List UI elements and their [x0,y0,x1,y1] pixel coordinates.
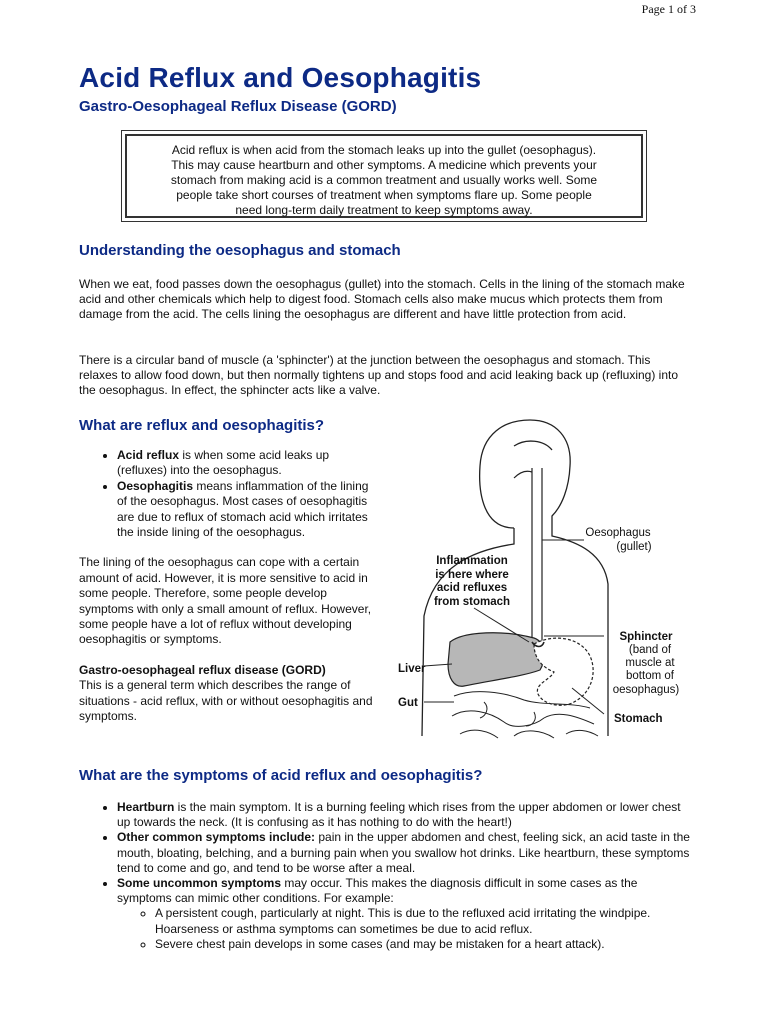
gord-definition: This is a general term which describes the range of situations - acid reflux, with or without oesophagitis and symptoms. [79,678,373,724]
label-sphincter: Sphincter [619,631,673,643]
label-sphincter-5: oesophagus) [612,684,680,696]
label-inflammation-1: Inflammation [436,555,508,567]
symptoms-list [79,800,691,952]
summary-line: stomach from making acid is a common treatment and usually works well. Some [170,173,598,187]
paragraph-gord [79,663,379,725]
term-gord: Gastro-oesophageal reflux disease (GORD) [79,662,326,677]
paragraph-lining: The lining of the oesophagus can cope with a certain amount of acid. However, it is more sensitive to acid in some people. Therefore, some people develop symptoms with only a small amount of reflux. However, some people have a lot of reflux without developing oesophagitis or symptoms. [79,555,372,647]
label-gut: Gut [398,697,418,709]
symptoms-list-block [79,800,691,952]
label-oesophagus: Oesophagus [585,527,651,539]
page-subtitle: Gastro-Oesophageal Reflux Disease (GORD) [79,98,397,115]
summary-box-inner [125,134,643,218]
symptom-text: pain in the upper abdomen and chest, feeling sick, an acid taste in the mouth, bloating, belching, and a burning pain when you swallow hot drinks. Like heartburn, these symptoms tend to come and go, and tend to be worse after a meal. [117,830,690,875]
symptom-text: may occur. This makes the diagnosis difficult in some cases as the symptoms can mimic other conditions. For example: [117,876,638,906]
section-heading-symptoms: What are the symptoms of acid reflux and oesophagitis? [79,767,483,784]
term-other-symptoms: Other common symptoms include: [117,830,316,845]
list-item [117,830,691,876]
term-acid-reflux: Acid reflux [117,448,180,462]
list-item [117,479,379,541]
definition-text: means inflammation of the lining of the oesophagus. Most cases of oesophagitis are due to reflux of stomach acid which irritates the inside lining of the oesophagus. [117,478,369,540]
reflux-definitions-list [79,448,379,540]
summary-line: people take short courses of treatment when symptoms flare up. Some people [176,188,592,202]
reflux-text-column [79,448,379,725]
summary-box [121,130,647,222]
sublist-item: ◦ Severe chest pain develops in some cases (and may be mistaken for a heart attack). [155,937,691,952]
summary-line: need long-term daily treatment to keep symptoms away. [235,203,533,217]
section-heading-reflux: What are reflux and oesophagitis? [79,417,325,434]
digestive-system-diagram [394,416,694,741]
symptom-text: is the main symptom. It is a burning feeling which rises from the upper abdomen or lower chest up towards the neck. (It is confusing as it has nothing to do with the heart!) [117,800,681,830]
uncommon-symptoms-sublist [117,906,691,952]
label-gullet: (gullet) [616,541,652,553]
list-item [117,800,691,830]
summary-line: This may cause heartburn and other symptoms. A medicine which prevents your [171,158,597,172]
sublist-item: ◦ A persistent cough, particularly at night. This is due to the refluxed acid irritating the windpipe. Hoarseness or asthma symptoms can sometimes be due to acid reflux. [155,906,691,936]
label-stomach: Stomach [614,713,663,725]
label-liver: Liver [398,663,426,675]
label-sphincter-4: bottom of [626,670,674,682]
stomach-shape [534,638,593,705]
paragraph-sphincter: There is a circular band of muscle (a 'sphincter') at the junction between the oesophagus and stomach. This relaxes to allow food down, but then normally tightens up and stops food and acid leaking back up (refluxing) into the oesophagus. In effect, the sphincter acts like a valve. [79,353,679,398]
list-item [117,448,379,479]
page-number: Page 1 of 3 [641,2,696,16]
label-inflammation-4: from stomach [433,596,511,608]
label-inflammation-3: acid refluxes [436,582,508,594]
oesophagus-tube [514,468,542,648]
term-heartburn: Heartburn [117,800,175,814]
definition-text: is when some acid leaks up (refluxes) into the oesophagus. [117,448,330,478]
term-uncommon-symptoms: Some uncommon symptoms [117,876,282,891]
liver-shape [448,633,544,687]
summary-line: Acid reflux is when acid from the stomach leaks up into the gullet (oesophagus). [171,143,597,157]
label-sphincter-2: (band of [628,644,672,656]
paragraph-digestion: When we eat, food passes down the oesophagus (gullet) into the stomach. Cells in the lining of the stomach make acid and other chemicals which help to digest food. Stomach cells also make mucus which protects them from damage from the acid. The cells lining the oesophagus are different and have little protection from acid. [79,277,685,322]
label-sphincter-3: muscle at [625,657,675,669]
section-heading-understanding: Understanding the oesophagus and stomach [79,242,401,259]
list-item [117,876,691,952]
page-title: Acid Reflux and Oesophagitis [79,62,482,93]
term-oesophagitis: Oesophagitis [117,478,194,493]
label-inflammation-2: is here where [435,569,509,581]
